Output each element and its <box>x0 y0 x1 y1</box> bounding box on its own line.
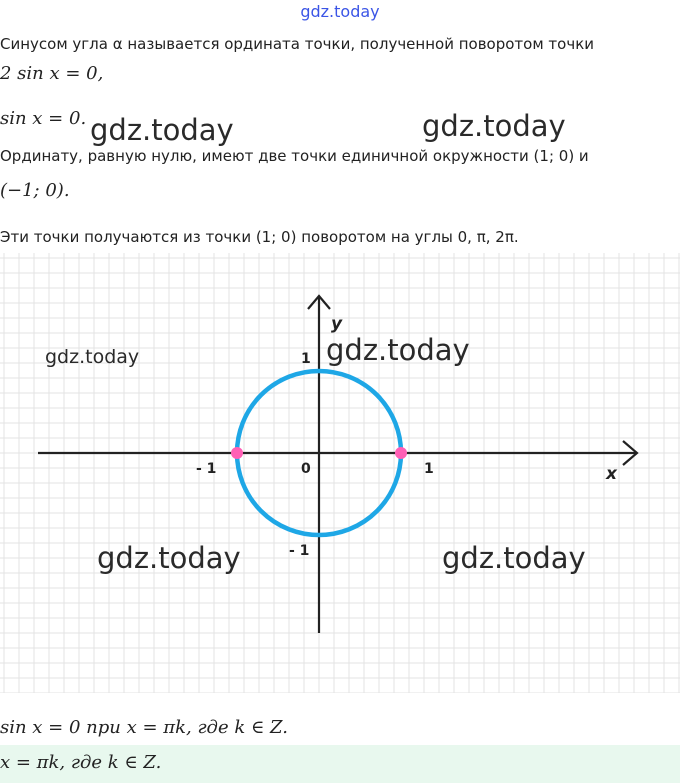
watermark: gdz.today <box>90 113 234 147</box>
rotation-text <box>0 228 519 246</box>
watermark: gdz.today <box>326 333 470 367</box>
answer-text-content: x = πk, где k ∈ Z. <box>0 752 162 773</box>
equation-line-1 <box>0 63 103 84</box>
point-one <box>395 447 407 459</box>
tick-label-y-one: 1 <box>301 351 311 367</box>
solution-text-content: sin x = 0 при x = πk, где k ∈ Z. <box>0 717 288 738</box>
solution-text <box>0 717 288 738</box>
equation-line-1-text: 2 sin x = 0, <box>0 63 104 84</box>
tick-label-x-minus-one: - 1 <box>196 461 217 477</box>
y-axis-label: y <box>331 314 343 334</box>
watermark: gdz.today <box>97 541 241 575</box>
x-axis <box>38 441 637 465</box>
tick-label-y-minus-one: - 1 <box>289 543 310 559</box>
unit-circle-graph <box>0 253 680 693</box>
watermark: gdz.today <box>442 541 586 575</box>
x-axis-label: x <box>606 464 617 484</box>
ordinate-text <box>0 147 589 165</box>
ordinate-text-content: Ординату, равную нулю, имеют две точки единичной окружности (1; 0) и <box>0 147 589 165</box>
answer-text <box>0 752 161 773</box>
definition-text <box>0 35 594 53</box>
point-text-content: (−1; 0). <box>0 180 70 201</box>
watermark: gdz.today <box>45 346 140 368</box>
answer-box <box>0 745 680 783</box>
point-minus-one <box>231 447 243 459</box>
tick-label-origin: 0 <box>301 461 311 477</box>
point-text <box>0 180 70 201</box>
rotation-text-content: Эти точки получаются из точки (1; 0) поворотом на углы 0, π, 2π. <box>0 228 519 246</box>
tick-label-x-one: 1 <box>424 461 434 477</box>
equation-line-2 <box>0 108 86 129</box>
equation-line-2-text: sin x = 0. <box>0 108 87 129</box>
definition-text-content: Синусом угла α называется ордината точки, полученной поворотом точки <box>0 35 595 53</box>
site-logo[interactable]: gdz.today <box>300 2 380 21</box>
watermark: gdz.today <box>422 109 566 143</box>
